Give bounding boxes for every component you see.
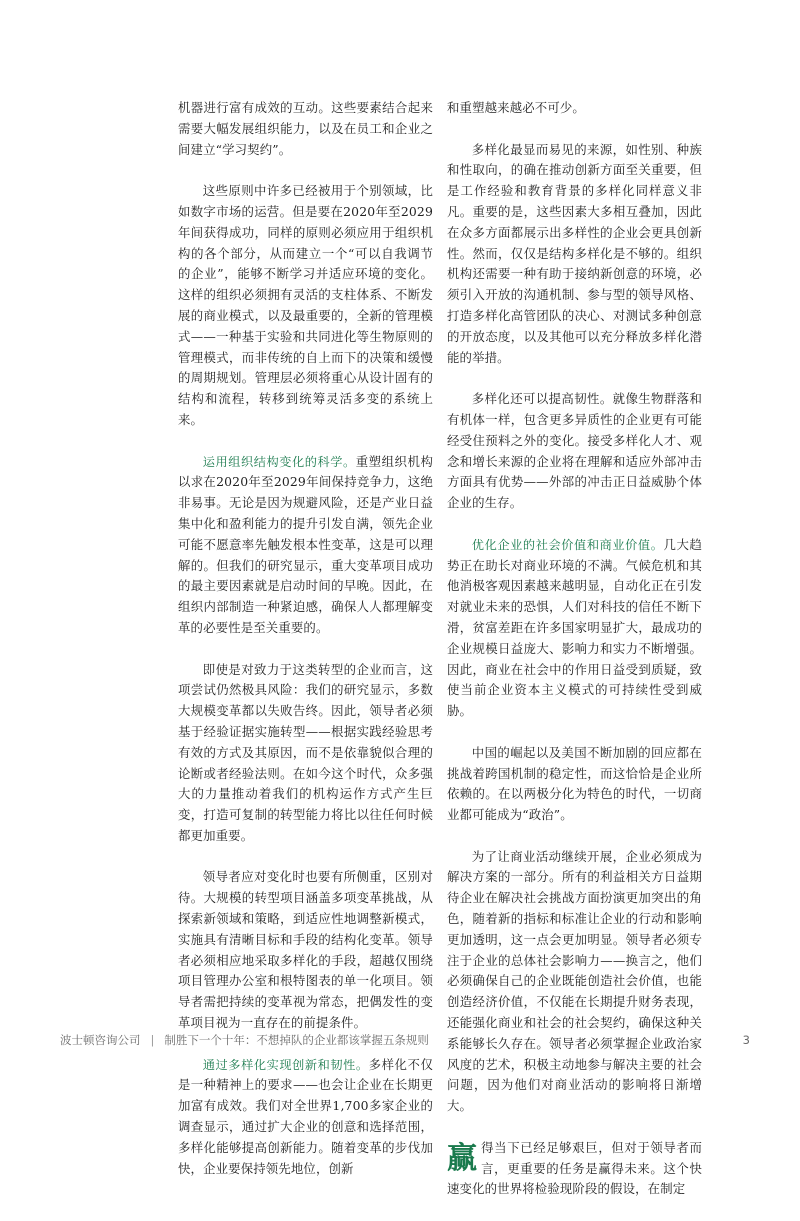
paragraph: 多样化最显而易见的来源，如性别、种族和性取向，的确在推动创新方面至关重要，但是工作经验和教育背景的多样化同样意义非凡。重要的是，这些因素大多相互叠加，因此在众多方面都展示出多样性的企业会更具创新性。然而，仅仅是结构多样化是不够的。组织机构还需要一种有助于接纳新创意的环境，必须引入开放的沟通机制、参与型的领导风格、打造多样化高管团队的决心、对测试多种创意的开放态度，以及其他可以充分释放多样化潜能的举措。 (447, 141, 702, 365)
paragraph: 和重塑越来越必不可少。 (447, 100, 585, 115)
paragraph: 领导者应对变化时也要有所侧重，区别对待。大规模的转型项目涵盖多项变革挑战，从探索新领域和策略，到适应性地调整新模式，实施具有清晰目标和手段的结构化变革。领导者必须相应地采取多样化的手段，超越仅围绕项目管理办公室和根特图表的单一化项目。领导者需把持续的变革视为常态，把偶发性的变革项目视为一直存在的前提条件。 (178, 869, 433, 1031)
paragraph-body: 重塑组织机构以求在2020年至2029年间保持竞争力，这绝非易事。无论是因为规避风险，还是产业日益集中化和盈利能力的提升引发自满，领先企业可能不愿意率先触发根本性变革，这是可以理解的。但我们的研究显示，重大变革项目成功的最主要因素就是启动时间的早晚。因此，在组织内部制造一种紧迫感，确保人人都理解变革的必要性是至关重要的。 (178, 453, 433, 635)
paragraph (447, 535, 702, 722)
paragraph-body: 多样化不仅是一种精神上的要求——也会让企业在长期更加富有成效。我们对全世界1,700多家企业的调查显示，通过扩大企业的创意和选择范围，多样化能够提高创新能力。随着变革的步伐加快，企业要保持领先地位，创新 (178, 1056, 434, 1176)
paragraph-dropcap (447, 1138, 702, 1200)
page-footer (60, 1032, 750, 1048)
page-number: 3 (742, 1033, 750, 1047)
right-column (447, 98, 702, 1221)
paragraph: 多样化还可以提高韧性。就像生物群落和有机体一样，包含更多异质性的企业更有可能经受住预料之外的变化。接受多样化人才、观念和增长来源的企业将在理解和适应外部冲击方面具有优势——外部的冲击正日益威胁个体企业的生存。 (447, 391, 702, 511)
paragraph: 为了让商业活动继续开展，企业必须成为解决方案的一部分。所有的利益相关方日益期待企业在解决社会挑战方面扮演更加突出的角色，随着新的指标和标准让企业的行动和影响更加透明，这一点会更加明显。领导者必须专注于企业的总体社会影响力——换言之，他们必须确保自己的企业既能创造社会价值，也能创造经济价值，不仅能在长期提升财务表现，还能强化商业和社会的社会契约，确保这种关系能够长久存在。领导者必须掌握企业政治家风度的艺术，积极主动地参与解决主要的社会问题，因为他们对商业活动的影响将日渐增大。 (447, 848, 702, 1114)
section-heading-org-change: 运用组织结构变化的科学。 (202, 454, 356, 469)
paragraph: 这些原则中许多已经被用于个别领域，比如数字市场的运营。但是要在2020年至2029年间获得成功，同样的原则必须应用于组织机构的各个部分，从而建立一个“可以自我调节的企业”，能够不断学习并适应环境的变化。这样的组织必须拥有灵活的支柱体系、不断发展的商业模式，以及最重要的，全新的管理模式——一种基于实验和共同进化等生物原则的管理模式，而非传统的自上而下的决策和缓慢的周期规划。管理层必须将重心从设计固有的结构和流程，转移到统筹灵活多变的系统上来。 (178, 183, 433, 427)
footer-title: 制胜下一个十年：不想掉队的企业都该掌握五条规则 (164, 1033, 429, 1047)
section-heading-social-value: 优化企业的社会价值和商业价值。 (471, 537, 664, 552)
footer-separator: | (150, 1033, 155, 1047)
section-heading-diversity: 通过多样化实现创新和韧性。 (202, 1057, 369, 1072)
paragraph: 即使是对致力于这类转型的企业而言，这项尝试仍然极具风险：我们的研究显示，多数大规模变革都以失败告终。因此，领导者必须基于经验证据实施转型——根据实践经验思考有效的方式及其原因，而不是依靠貌似合理的论断或者经验法则。在如今这个时代，众多强大的力量推动着我们的机构运作方式产生巨变，打造可复制的转型能力将比以往任何时候都更加重要。 (178, 661, 433, 843)
footer-company: 波士顿咨询公司 (60, 1033, 141, 1047)
drop-cap: 赢 (447, 1140, 478, 1176)
paragraph (178, 452, 433, 639)
paragraph-body: 得当下已经足够艰巨，但对于领导者而言，更重要的任务是赢得未来。这个快速变化的世界将检验现阶段的假设，在制定 (447, 1139, 702, 1197)
paragraph (178, 1055, 433, 1180)
paragraph-body: 几大趋势正在助长对商业环境的不满。气候危机和其他消极客观因素越来越明显，自动化正在引发对就业未来的恐惧，人们对科技的信任不断下滑，贫富差距在许多国家明显扩大，最成功的企业规模日益庞大、影响力和实力不断增强。因此，商业在社会中的作用日益受到质疑，致使当前企业资本主义模式的可持续性受到威胁。 (447, 536, 703, 719)
paragraph: 中国的崛起以及美国不断加剧的回应都在挑战着跨国机制的稳定性，而这恰恰是企业所依赖的。在以两极分化为特色的时代，一切商业都可能成为“政治”。 (447, 744, 702, 823)
paragraph: 机器进行富有成效的互动。这些要素结合起来需要大幅发展组织能力，以及在员工和企业之间建立“学习契约”。 (178, 100, 433, 157)
